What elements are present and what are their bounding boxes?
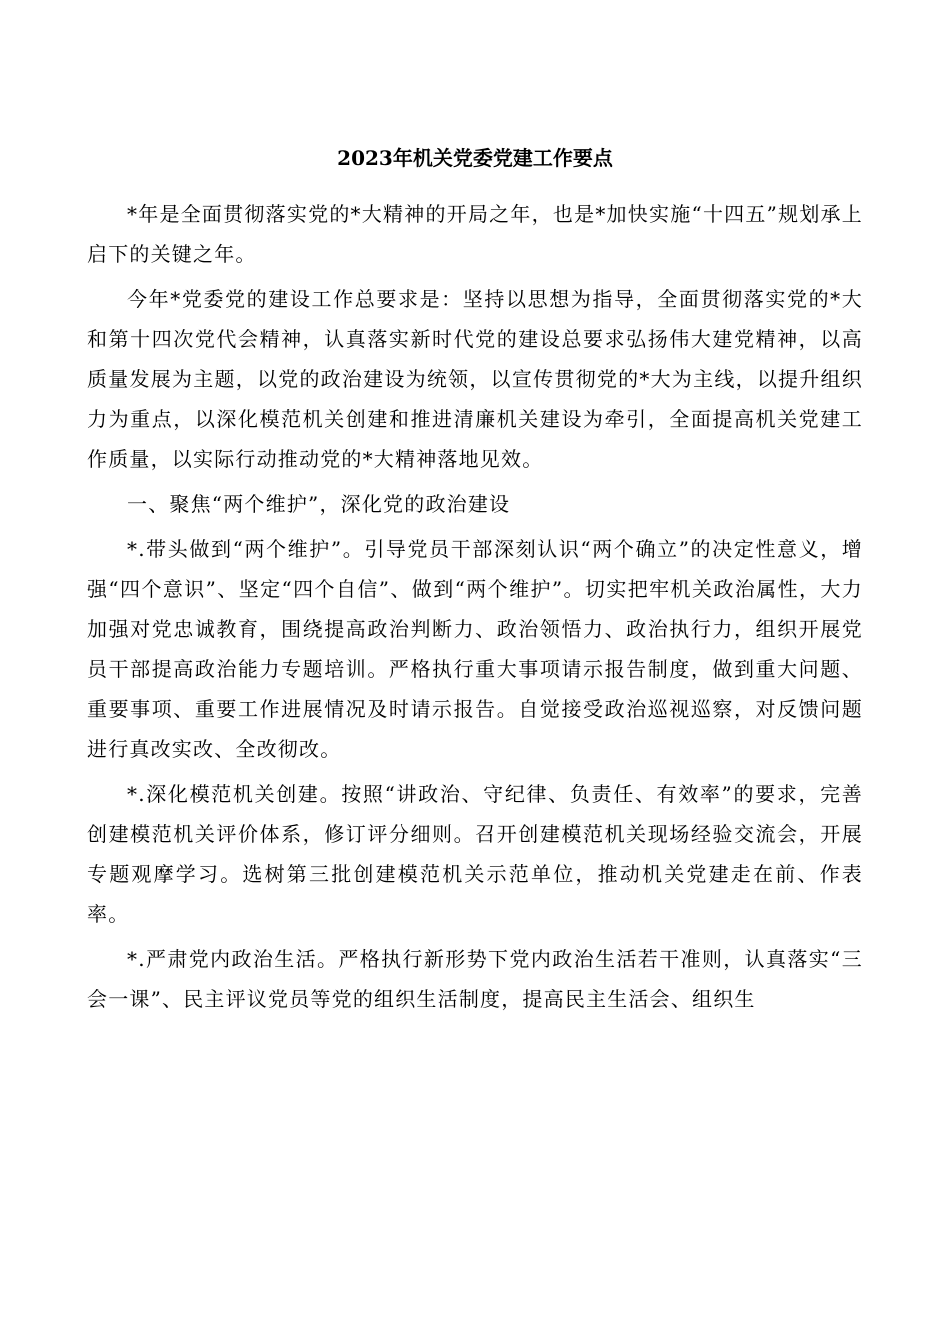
item-paragraph-2: *.深化模范机关创建。按照“讲政治、守纪律、负责任、有效率”的要求，完善创建模范机关评价体系，修订评分细则。召开创建模范机关现场经验交流会，开展专题观摩学习。选树第三批创建模范机关示范单位，推动机关党建走在前、作表率。: [87, 782, 863, 926]
document-body: [87, 194, 863, 1024]
section-heading-1: 一、聚焦“两个维护”，深化党的政治建设: [127, 492, 511, 516]
item-paragraph-3: *.严肃党内政治生活。严格执行新形势下党内政治生活若干准则，认真落实“三会一课”、民主评议党员等党的组织生活制度，提高民主生活会、组织生: [87, 947, 863, 1011]
item-paragraph-1: *.带头做到“两个维护”。引导党员干部深刻认识“两个确立”的决定性意义，增强“四个意识”、坚定“四个自信”、做到“两个维护”。切实把牢机关政治属性，大力加强对党忠诚教育，围绕提高政治判断力、政治领悟力、政治执行力，组织开展党员干部提高政治能力专题培训。严格执行重大事项请示报告制度，做到重大问题、重要事项、重要工作进展情况及时请示报告。自觉接受政治巡视巡察，对反馈问题进行真改实改、全改彻改。: [87, 537, 863, 761]
document-title: 2023年机关党委党建工作要点: [337, 146, 613, 170]
intro-paragraph: *年是全面贯彻落实党的*大精神的开局之年，也是*加快实施“十四五”规划承上启下的关键之年。: [87, 202, 863, 266]
general-requirements-paragraph: 今年*党委党的建设工作总要求是：坚持以思想为指导，全面贯彻落实党的*大和第十四次党代会精神，认真落实新时代党的建设总要求弘扬伟大建党精神，以高质量发展为主题，以党的政治建设为统领，以宣传贯彻党的*大为主线，以提升组织力为重点，以深化模范机关创建和推进清廉机关建设为牵引，全面提高机关党建工作质量，以实际行动推动党的*大精神落地见效。: [87, 287, 863, 471]
